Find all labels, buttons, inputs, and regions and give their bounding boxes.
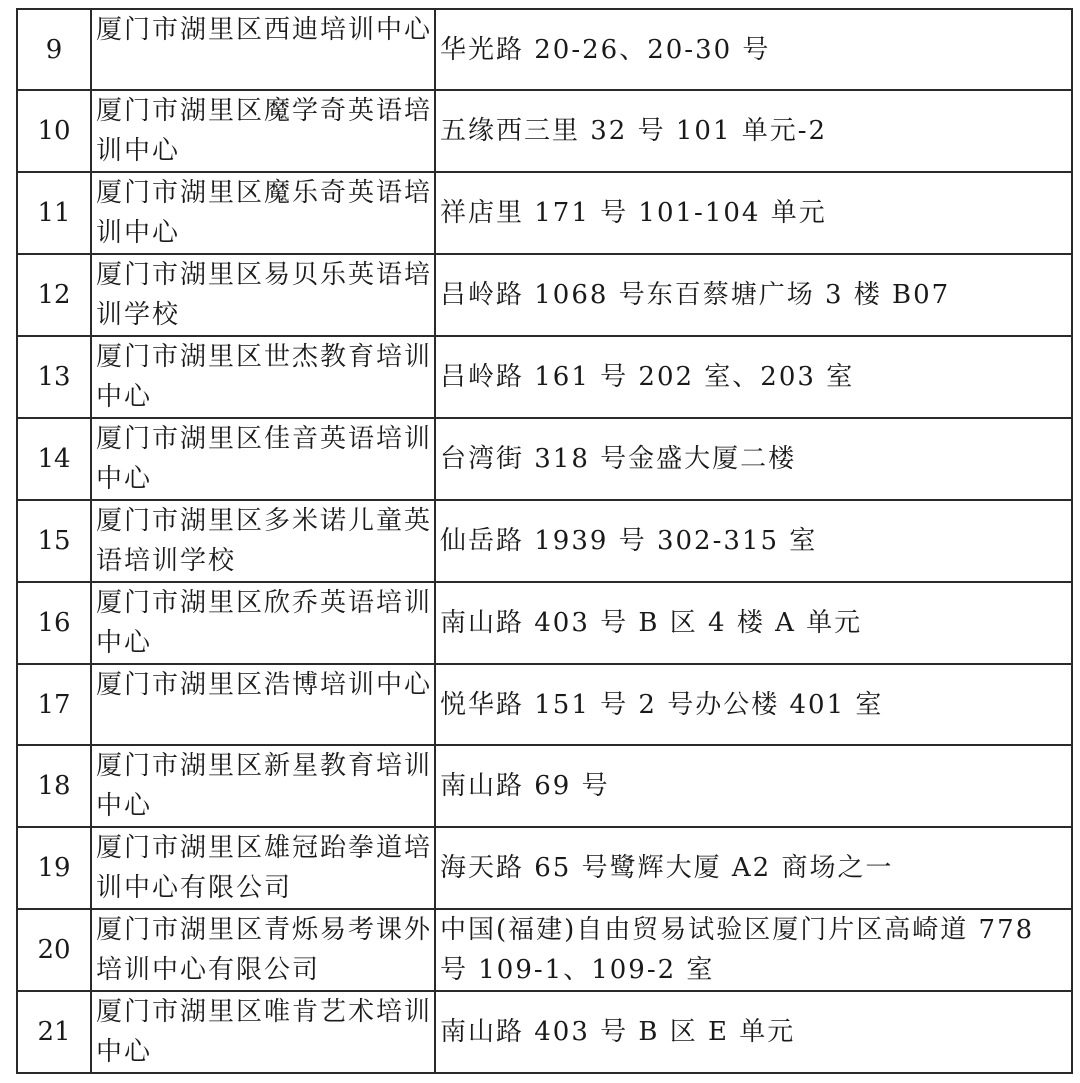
row-number: 12 — [17, 254, 91, 336]
table-row — [17, 500, 1072, 582]
table-row — [17, 254, 1072, 336]
row-number: 16 — [17, 582, 91, 664]
row-number: 21 — [17, 991, 91, 1073]
institution-address: 中国(福建)自由贸易试验区厦门片区高崎道 778 号 109-1、109-2 室 — [435, 909, 1072, 991]
table-row — [17, 172, 1072, 254]
institution-address: 吕岭路 161 号 202 室、203 室 — [435, 336, 1072, 418]
institution-address: 华光路 20-26、20-30 号 — [435, 9, 1072, 90]
institution-name: 厦门市湖里区魔乐奇英语培训中心 — [91, 172, 435, 254]
row-number: 19 — [17, 827, 91, 909]
institution-name: 厦门市湖里区佳音英语培训中心 — [91, 418, 435, 500]
table-row — [17, 909, 1072, 991]
table-row — [17, 336, 1072, 418]
institution-address: 仙岳路 1939 号 302-315 室 — [435, 500, 1072, 582]
institution-name: 厦门市湖里区多米诺儿童英语培训学校 — [91, 500, 435, 582]
table-row — [17, 582, 1072, 664]
institution-name: 厦门市湖里区魔学奇英语培训中心 — [91, 90, 435, 172]
row-number: 20 — [17, 909, 91, 991]
row-number: 17 — [17, 664, 91, 745]
institution-address: 海天路 65 号鹭辉大厦 A2 商场之一 — [435, 827, 1072, 909]
institution-name: 厦门市湖里区唯肯艺术培训中心 — [91, 991, 435, 1073]
institution-address: 祥店里 171 号 101-104 单元 — [435, 172, 1072, 254]
institution-name: 厦门市湖里区雄冠跆拳道培训中心有限公司 — [91, 827, 435, 909]
row-number: 15 — [17, 500, 91, 582]
institution-name: 厦门市湖里区易贝乐英语培训学校 — [91, 254, 435, 336]
row-number: 14 — [17, 418, 91, 500]
institution-address: 南山路 69 号 — [435, 745, 1072, 827]
institution-name: 厦门市湖里区新星教育培训中心 — [91, 745, 435, 827]
institution-name: 厦门市湖里区欣乔英语培训中心 — [91, 582, 435, 664]
table-row — [17, 90, 1072, 172]
table-row — [17, 745, 1072, 827]
table-row — [17, 9, 1072, 90]
institution-address: 悦华路 151 号 2 号办公楼 401 室 — [435, 664, 1072, 745]
institution-name: 厦门市湖里区青烁易考课外培训中心有限公司 — [91, 909, 435, 991]
row-number: 11 — [17, 172, 91, 254]
row-number: 10 — [17, 90, 91, 172]
institution-address: 南山路 403 号 B 区 E 单元 — [435, 991, 1072, 1073]
table-row — [17, 991, 1072, 1073]
row-number: 9 — [17, 9, 91, 90]
institution-address: 南山路 403 号 B 区 4 楼 A 单元 — [435, 582, 1072, 664]
institution-address: 吕岭路 1068 号东百蔡塘广场 3 楼 B07 — [435, 254, 1072, 336]
table-row — [17, 418, 1072, 500]
table-row — [17, 664, 1072, 745]
institution-address: 台湾街 318 号金盛大厦二楼 — [435, 418, 1072, 500]
institution-name: 厦门市湖里区浩博培训中心 — [91, 664, 435, 745]
table-row — [17, 827, 1072, 909]
institution-address: 五缘西三里 32 号 101 单元-2 — [435, 90, 1072, 172]
institution-name: 厦门市湖里区西迪培训中心 — [91, 9, 435, 90]
institution-name: 厦门市湖里区世杰教育培训中心 — [91, 336, 435, 418]
row-number: 13 — [17, 336, 91, 418]
row-number: 18 — [17, 745, 91, 827]
institution-table — [16, 8, 1073, 1074]
